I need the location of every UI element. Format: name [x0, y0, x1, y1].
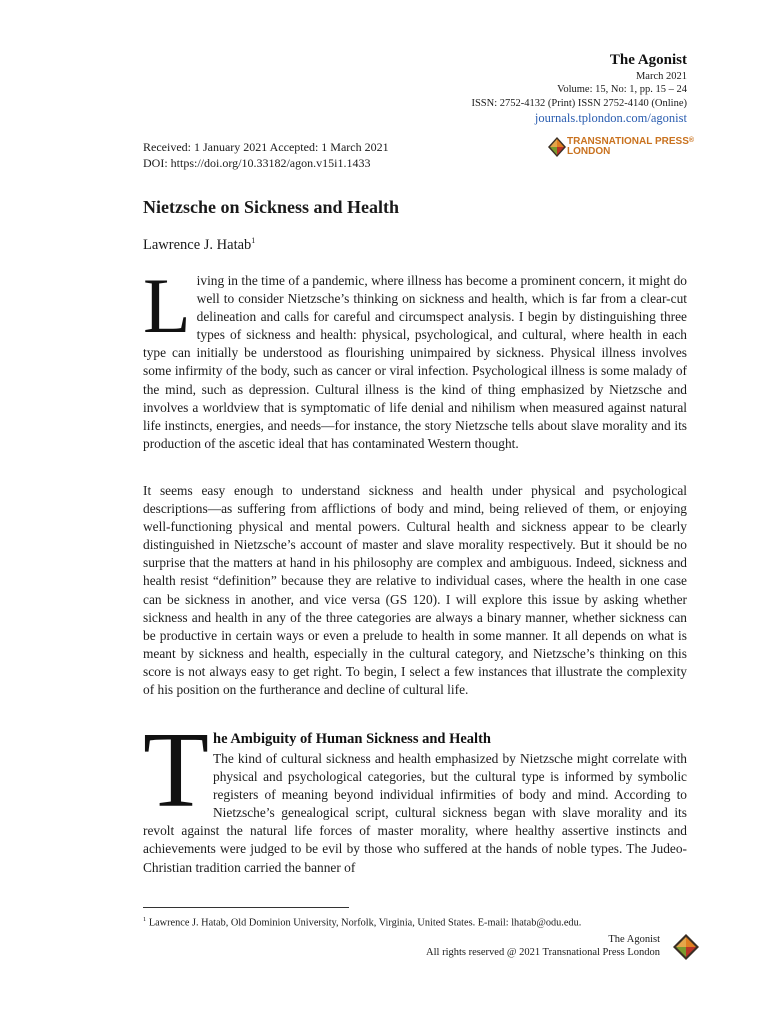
drop-cap-t: T — [143, 711, 209, 830]
drop-cap-l: L — [143, 262, 191, 349]
section-ambiguity — [143, 711, 687, 877]
publisher-name: TRANSNATIONAL PRESS® — [567, 136, 695, 147]
author — [143, 236, 255, 254]
footnote-divider — [143, 907, 349, 908]
second-paragraph: It seems easy enough to understand sickness and health under physical and psychological descriptions—as suffering from afflictions of body and mind, being relieved of them, or enjoying well-functioning physical and mental powers. Cultural health and sickness appear to be clearly distinguished in Nietzsche’s account of master and slave morality respectively. But it should be no surprise that the matters at hand in his philosophy are complex and ambiguous. Indeed, sickness and health resist “definition” because they are relative to individual cases, where the health in one case can be sickness in another, and vice versa (GS 120). I will explore this issue by asking whether sickness and health in any of the three categories are always a binary manner, whether sickness can be productive in certain ways or even a prelude to health in some manner. It all depends on what is meant by sickness and health, especially in the cultural category, and Nietzsche’s thinking on this score is not always easy to get right. To begin, I select a few instances that illustrate the complexity of his position on the furtherance and decline of cultural life. — [143, 483, 687, 698]
journal-name: The Agonist — [609, 52, 687, 68]
issue-volume: Volume: 15, No: 1, pp. 15 – 24 — [557, 84, 687, 95]
publisher-diamond-icon — [547, 136, 567, 158]
publisher-logo — [547, 136, 695, 158]
publisher-city: LONDON — [567, 146, 611, 157]
received-accepted-dates: Received: 1 January 2021 Accepted: 1 March 2021 — [143, 140, 389, 154]
author-footnote-mark: 1 — [251, 236, 256, 245]
intro-paragraph-text: iving in the time of a pandemic, where illness has become a prominent concern, it might do well to consider Nietzsche’s thinking on sickness and health, which is far from a clear-cut delineation and calls for careful and circumspect analysis. I begin by distinguishing three types of sickness and health: physical, psychological, and cultural, where health in each type can initially be understood as flourishing unimpaired by sickness. Physical illness involves some infirmity of the body, such as cancer or viral infection. Psychological illness is some malady of the mind, such as depression. Cultural illness is the kind of thing emphasized by Nietzsche and involves a worldview that is symptomatic of life denial and nihilism when measured against natural life instincts, energies, and needs—for instance, the story Nietzsche tells about slave morality and its production of the ascetic ideal that has contaminated Western thought. — [143, 273, 687, 451]
article-title: Nietzsche on Sickness and Health — [143, 197, 400, 217]
intro-paragraph — [143, 262, 687, 453]
issue-date: March 2021 — [635, 71, 687, 82]
doi: DOI: https://doi.org/10.33182/agon.v15i1.1433 — [143, 156, 371, 170]
issue-issn: ISSN: 2752-4132 (Print) ISSN 2752-4140 (Online) — [471, 98, 687, 109]
footer-logo-icon — [672, 933, 700, 961]
footnote-mark: 1 — [143, 916, 147, 923]
footer-journal-name: The Agonist — [608, 934, 660, 945]
section-heading: he Ambiguity of Human Sickness and Health — [213, 731, 491, 747]
footnote-text: Lawrence J. Hatab, Old Dominion University, Norfolk, Virginia, United States. E-mail: lhatab@odu.edu. — [146, 917, 582, 929]
footnote — [143, 916, 581, 928]
journal-url-link[interactable]: journals.tplondon.com/agonist — [534, 111, 687, 125]
section-paragraph-text: The kind of cultural sickness and health emphasized by Nietzsche might correlate with physical and psychological categories, but the cultural type is informed by symbolic registers of meaning beyond individual infirmities of body and mind. According to Nietzsche’s genealogical script, cultural sickness began with slave morality and its revolt against the natural life forces of master morality, where healthy assertive instincts and achievements were judged to be evil by those who suffered at the hands of noble types. The Judeo-Christian tradition carried the banner of — [143, 751, 687, 875]
footer-rights: All rights reserved @ 2021 Transnational Press London — [426, 947, 660, 958]
author-name: Lawrence J. Hatab — [143, 236, 252, 253]
